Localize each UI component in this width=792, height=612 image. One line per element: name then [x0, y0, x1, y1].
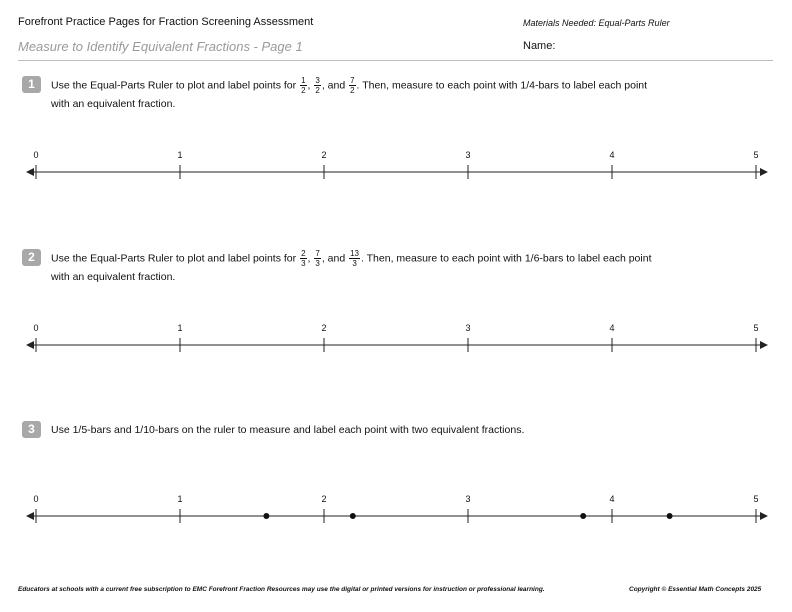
- separator: ,: [307, 79, 311, 92]
- separator: , and: [321, 79, 346, 92]
- tick-label: 2: [321, 323, 327, 333]
- tick-label: 4: [609, 150, 615, 160]
- tick-label: 1: [177, 323, 183, 333]
- tick-label: 3: [465, 150, 471, 160]
- fraction-denominator: 3: [301, 259, 306, 268]
- fraction-numerator: 7: [315, 249, 320, 258]
- prompt-text-continued: . Then, measure to each point with 1/6-bars to label each point: [361, 252, 652, 265]
- tick-label: 2: [321, 150, 327, 160]
- left-arrow-icon: [26, 341, 34, 349]
- plotted-point: [263, 513, 269, 519]
- problem-1-number-badge: 1: [22, 76, 41, 93]
- tick-label: 5: [753, 323, 759, 333]
- fraction-numerator: 3: [315, 76, 320, 85]
- tick-label: 5: [753, 494, 759, 504]
- problem-2-prompt-line2: with an equivalent fraction.: [51, 271, 176, 283]
- problem-3-number-badge: 3: [22, 421, 41, 438]
- tick-label: 4: [609, 323, 615, 333]
- page-subtitle: Measure to Identify Equivalent Fractions - Page 1: [18, 39, 303, 54]
- prompt-text: Use the Equal-Parts Ruler to plot and label points for: [51, 79, 297, 92]
- fraction-denominator: 3: [352, 259, 357, 268]
- number-line-1: [26, 150, 768, 179]
- tick-label: 1: [177, 150, 183, 160]
- tick-label: 0: [33, 150, 39, 160]
- tick-label: 0: [33, 323, 39, 333]
- footer-license-note: Educators at schools with a current free subscription to EMC Forefront Fraction Resources may use the digital or printed versions for instruction or professional learning.: [18, 586, 545, 593]
- number-line-3: [26, 494, 768, 523]
- problem-3-prompt: Use 1/5-bars and 1/10-bars on the ruler to measure and label each point with two equivalent fractions.: [51, 424, 525, 436]
- separator: ,: [307, 252, 311, 265]
- right-arrow-icon: [760, 512, 768, 520]
- materials-needed: Materials Needed: Equal-Parts Ruler: [523, 18, 670, 28]
- footer-copyright: Copyright © Essential Math Concepts 2025: [629, 586, 762, 593]
- right-arrow-icon: [760, 341, 768, 349]
- prompt-text: Use the Equal-Parts Ruler to plot and label points for: [51, 252, 297, 265]
- tick-label: 5: [753, 150, 759, 160]
- fraction-numerator: 7: [350, 76, 355, 85]
- fraction-numerator: 2: [301, 249, 306, 258]
- tick-label: 4: [609, 494, 615, 504]
- prompt-text-continued: . Then, measure to each point with 1/4-bars to label each point: [356, 79, 648, 92]
- problem-1-prompt-line2: with an equivalent fraction.: [51, 98, 176, 110]
- left-arrow-icon: [26, 168, 34, 176]
- number-line-2: [26, 323, 768, 352]
- fraction-numerator: 1: [301, 76, 306, 85]
- tick-label: 3: [465, 323, 471, 333]
- left-arrow-icon: [26, 512, 34, 520]
- fraction-denominator: 2: [315, 86, 320, 95]
- plotted-point: [667, 513, 673, 519]
- plotted-point: [580, 513, 586, 519]
- worksheet-title: Forefront Practice Pages for Fraction Screening Assessment: [18, 16, 314, 28]
- tick-label: 1: [177, 494, 183, 504]
- fraction-numerator: 13: [350, 249, 359, 258]
- tick-label: 3: [465, 494, 471, 504]
- separator: , and: [321, 252, 346, 265]
- tick-label: 2: [321, 494, 327, 504]
- tick-label: 0: [33, 494, 39, 504]
- fraction-denominator: 3: [315, 259, 320, 268]
- right-arrow-icon: [760, 168, 768, 176]
- fraction-denominator: 2: [350, 86, 355, 95]
- name-label: Name:: [523, 40, 556, 52]
- plotted-point: [350, 513, 356, 519]
- problem-2-number-badge: 2: [22, 249, 41, 266]
- fraction-denominator: 2: [301, 86, 306, 95]
